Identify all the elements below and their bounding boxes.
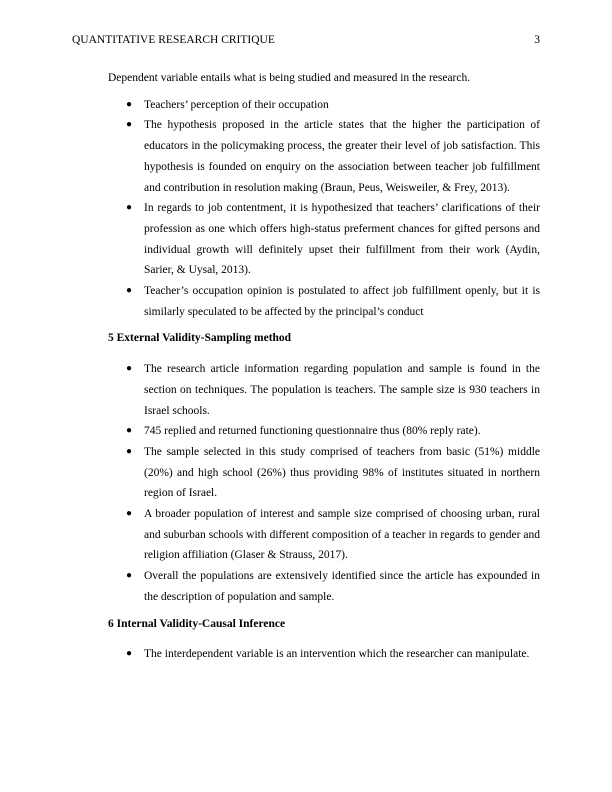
list-item bbox=[108, 198, 540, 281]
bullet-icon: ● bbox=[126, 119, 133, 131]
list-item-text: A broader population of interest and sample size comprised of choosing urban, rural and suburban schools with different composition of a teacher in regards to gender and religion affiliation (Glaser & Strauss, 2017). bbox=[144, 508, 540, 562]
list-item-text: Teacher’s occupation opinion is postulated to affect job fulfillment openly, but it is similarly speculated to be affected by the principal’s conduct bbox=[144, 285, 540, 318]
bullet-icon: ● bbox=[126, 98, 133, 110]
document-body bbox=[108, 68, 540, 665]
list-item bbox=[108, 421, 540, 442]
section-heading-external-validity: 5 External Validity-Sampling method bbox=[108, 332, 292, 345]
bullet-icon: ● bbox=[126, 363, 133, 375]
list-item bbox=[108, 359, 540, 421]
list-item bbox=[108, 115, 540, 198]
list-item bbox=[108, 281, 540, 322]
list-item bbox=[108, 504, 540, 566]
list-item-text: Teachers’ perception of their occupation bbox=[144, 98, 329, 111]
bullet-icon: ● bbox=[126, 445, 133, 457]
list-item-text: The interdependent variable is an intervention which the researcher can manipulate. bbox=[144, 648, 530, 661]
bullet-icon: ● bbox=[126, 570, 133, 582]
list-item bbox=[108, 442, 540, 504]
bullet-list-causal-inference bbox=[108, 644, 540, 665]
bullet-list-sampling bbox=[108, 359, 540, 607]
list-item-text: 745 replied and returned functioning questionnaire thus (80% reply rate). bbox=[144, 425, 481, 438]
bullet-icon: ● bbox=[126, 508, 133, 520]
list-item-text: The sample selected in this study comprised of teachers from basic (51%) middle (20%) and high school (26%) thus providing 98% of institutes situated in northern region of Israel. bbox=[144, 445, 540, 500]
list-item bbox=[108, 644, 540, 665]
bullet-icon: ● bbox=[126, 285, 133, 297]
list-item-text: In regards to job contentment, it is hypothesized that teachers’ clarifications of their profession as one which offers high-status preferment chances for gifted persons and individual growth will definitely upset their fulfillment from their work (Aydin, Sarier, & Uysal, 2013). bbox=[144, 202, 540, 277]
list-item bbox=[108, 95, 540, 116]
bullet-icon: ● bbox=[126, 202, 133, 214]
running-head: QUANTITATIVE RESEARCH CRITIQUE bbox=[72, 34, 275, 46]
list-item-text: The hypothesis proposed in the article states that the higher the participation of educators in the policymaking process, the greater their level of job satisfaction. This hypothesis is founded on enquiry on the association between teacher job fulfillment and contribution in resolution making (Braun, Peus, Weisweiler, & Frey, 2013). bbox=[144, 119, 540, 194]
page-number: 3 bbox=[534, 34, 540, 46]
list-item-text: Overall the populations are extensively identified since the article has expounded in the description of population and sample. bbox=[144, 570, 540, 603]
bullet-icon: ● bbox=[126, 648, 133, 660]
bullet-list-hypotheses bbox=[108, 95, 540, 323]
section-heading-internal-validity: 6 Internal Validity-Causal Inference bbox=[108, 617, 286, 630]
bullet-icon: ● bbox=[126, 425, 133, 437]
list-item bbox=[108, 566, 540, 607]
list-item-text: The research article information regarding population and sample is found in the section on techniques. The population is teachers. The sample size is 930 teachers in Israel schools. bbox=[144, 363, 540, 417]
intro-paragraph: Dependent variable entails what is being studied and measured in the research. bbox=[108, 72, 471, 84]
